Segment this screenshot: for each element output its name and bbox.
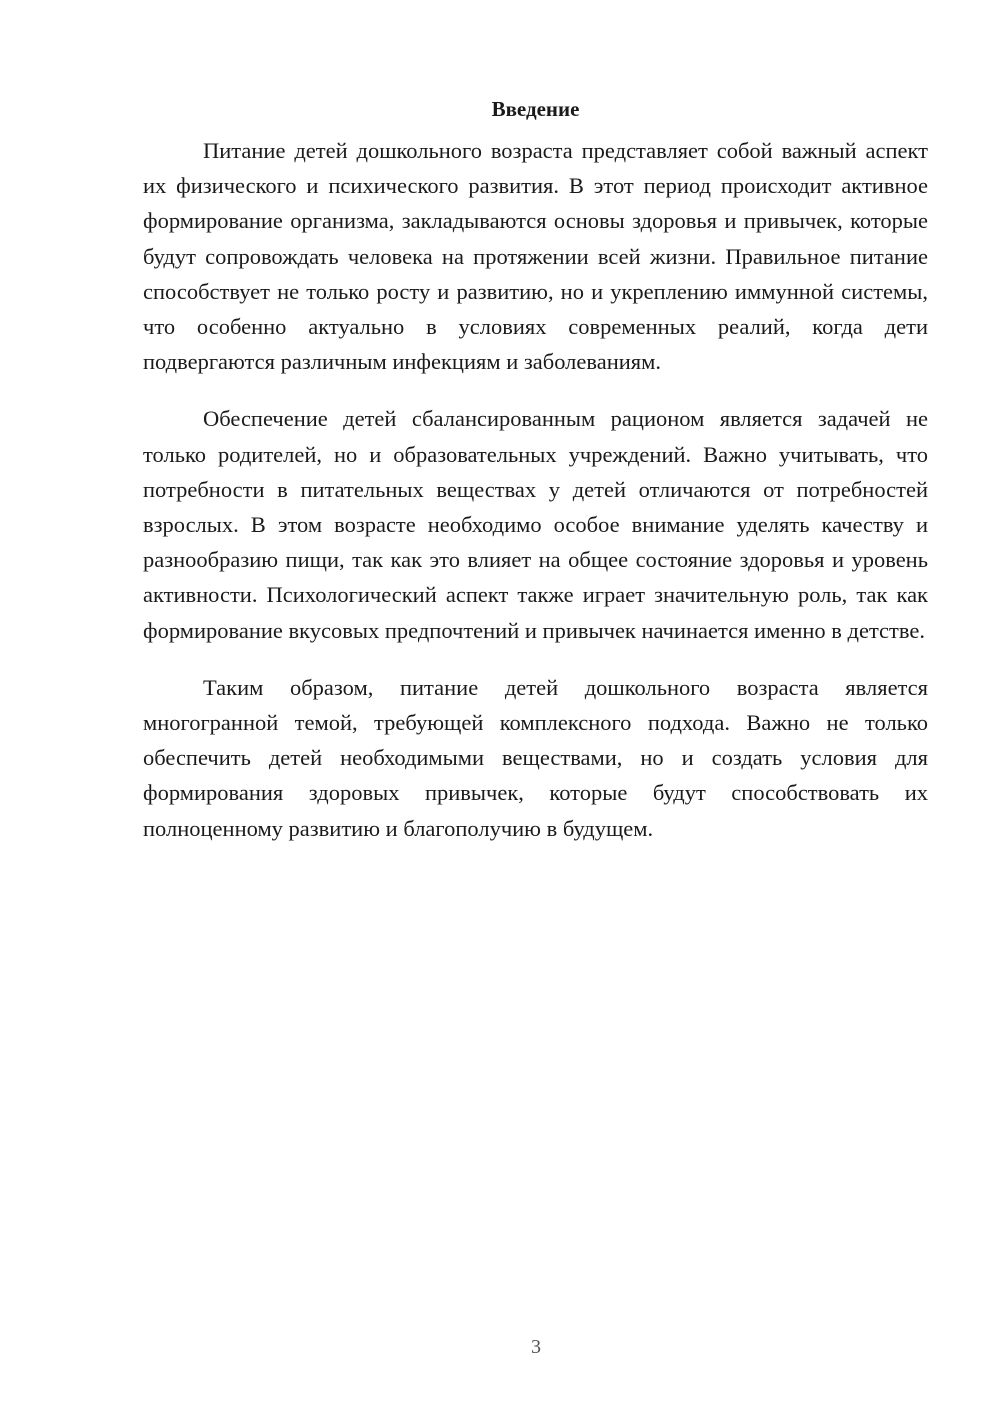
paragraph-3: Таким образом, питание детей дошкольного возраста является многогранной темой, требующей комплексного подхода. Важно не только обеспечить детей необходимыми веществами, но и создать условия для формирования здоровых привычек, которые будут способствовать их полноценному развитию и благополучию в будущем. <box>143 674 928 841</box>
page-content <box>143 92 928 868</box>
paragraph-1: Питание детей дошкольного возраста представляет собой важный аспект их физического и психического развития. В этот период происходит активное формирование организма, закладываются основы здоровья и привычек, которые будут сопровождать человека на протяжении всей жизни. Правильное питание способствует не только росту и развитию, но и укреплению иммунной системы, что особенно актуально в условиях современных реалий, когда дети подвергаются различным инфекциям и заболеваниям. <box>143 138 928 375</box>
page-number: 3 <box>531 1336 541 1358</box>
section-heading: Введение <box>491 97 580 121</box>
paragraph-2: Обеспечение детей сбалансированным рационом является задачей не только родителей, но и образовательных учреждений. Важно учитывать, что потребности в питательных веществах у детей отличаются от потребностей взрослых. В этом возрасте необходимо особое внимание уделять качеству и разнообразию пищи, так как это влияет на общее состояние здоровья и уровень активности. Психологический аспект также играет значительную роль, так как формирование вкусовых предпочтений и привычек начинается именно в детстве. <box>143 406 928 643</box>
